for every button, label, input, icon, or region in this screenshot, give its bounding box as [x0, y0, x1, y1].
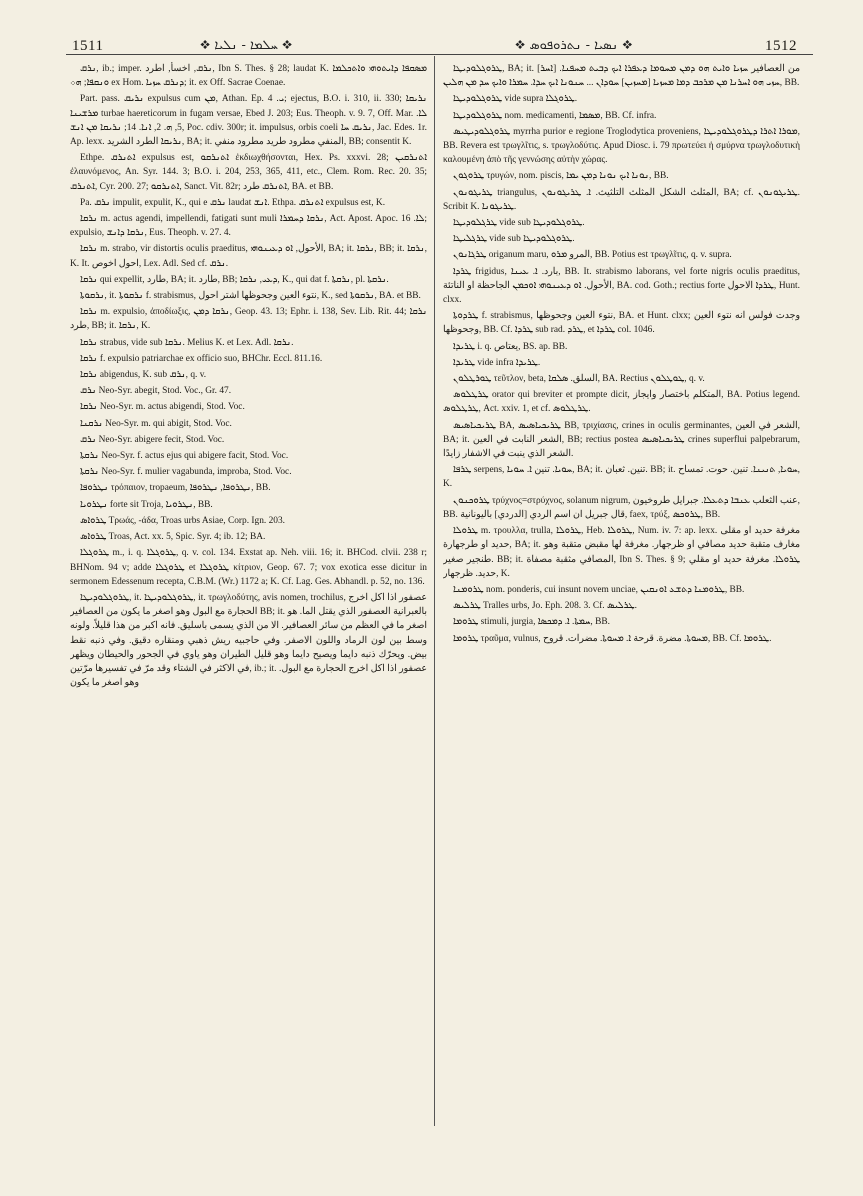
dictionary-entry: ܢܪܩܐ m. strabo, vir distortis oculis praeditus, الأحول, ܐܘ ܕܥܝܢܘܗܝ, BA; it. ܢܪܩܐ, BB; it. ܢܪܩܐ, K. It. احول اخوص, Lex. Adl. Sed cf. ܢܪܩ. [70, 244, 427, 269]
dictionary-entry: ܢܪܩ Neo-Syr. abigere fecit, Stod. Voc. [80, 434, 225, 445]
dictionary-entry: ܛܪܠܝܣ Tralles urbs, Jo. Eph. 208. 3. Cf. ܛܪܠܝܣ. [453, 601, 637, 612]
page-header [0, 24, 863, 54]
dictionary-entry: ܛܪܘܡܢܐ nom. ponderis, cui insunt novem unciae, ܛܪܘܡܢܐ ܕܬܫܥ ܐܘܢܩܝܢ, BB. [453, 584, 745, 595]
dictionary-entry: ܛܪܘܓܠܘܕܝܛܝܣ myrrha purior e regione Troglodytica proveniens, ܡܘܪܐ ܐܬܪܐ ܕܛܪܘܓܠܘܕܝܛܐ, BB. Revera est τρωγλῖτις, s. τρωγλοδύτις. Apud Diosc. i. 79 πρωτεύει ἡ σμύρνα τρωγλοδυτικὴ καλουμένη ἀπὸ τῆς γεννώσης αὐτὴν χώρας. [443, 126, 800, 166]
column-divider [434, 56, 435, 1126]
dictionary-entry: ܛܪܘܓܘܢ τρυγών, nom. piscis, ܢܘܢܐ ܐܝܟ ܢܘܢܐ ܕܡܢ ܝܡܐ, BB. [453, 171, 669, 182]
dictionary-entry: ܢܪܩܐ m. actus agendi, impellendi, fatigati sunt muli ܢܪܩܐ ܕܚܡܪܐ, Act. Apost. Apoc. ܠܐ. 16; expulsio, ܢܪܩܐ ܕܐܢܫ, Eus. Theoph. v. 27. 4. [70, 214, 427, 239]
dictionary-entry: ܛܪܝܕܐ i. q. يعتاص, BS. ap. BB. [453, 341, 568, 352]
header-rule [66, 54, 813, 55]
dictionary-entry: ܛܪܦܐ serpens, ܚܘܝܐ. تنين ܐ. ܚܘܝܐ, BA; it. تنين. ثعبان. BB; it. ܚܘܝܐ, ܬܢܝܢܐ. تنين. حوت. تمساح, K. [443, 465, 800, 490]
dictionary-entry: ܢܪܩܢܐ Neo-Syr. m. qui abigit, Stod. Voc. [80, 418, 232, 429]
dictionary-entry: ܢܪܩܐ abigendus, K. sub ܢܪܩ, q. v. [80, 370, 207, 381]
dictionary-entry: ܢܛܪܘܦܐ τρόπαιον, tropaeum, ܢܛܪܘܦܐ, ܢܛܪܘܦܐ, BB. [80, 483, 271, 494]
dictionary-entry: ܛܪܓܐܢܘܢ origanum maru, المرو ܡܪܘ, BB. Potius est τρωγλῖτις, q. v. supra. [453, 250, 732, 261]
dictionary-entry: ܛܪܘܠܐ m. τρουλλα, trulla, ܛܪܘܠܐ, Heb. ܛܪܘܠܐ, Num. iv. 7: ap. lexx. مغرفة حديد او مقلى حديد او طرجهارة, BA; it. مغارف متقبة حديد مصافي او ظرجهار. مغرفة لها مقبض متقبة وهو طنجير صغير. BB; it. المصافي مثقبة مصفاة, Ibn S. Thes. § 9; ܛܪܘܠܐ. مغرفة حديد او مقلي حديد. ظرجهار, K. [443, 526, 800, 579]
dictionary-entry: ܛܪܕܐ frigidus, بارد. ܐ. ܥܝܢܐ, BB. It. strabismo laborans, vel forte nigris oculis praeditus, الأحول. ܐܘ ܕܥܝܢܘܗܝ ܐܘܟܡܢ الجاحظة او الناتئة, BA. cod. Goth.; rectius forte ܛܪܕܐ الاحول, Hunt. clxx. [443, 266, 800, 306]
dictionary-entry: ܛܪܝܟܝܐܣܝܣ BA, ܛܪܝܟܝܐܣܝܣ BB, τριχίασις, crines in oculis germinantes, الشعر في العين, BA; it. الشعر النابت في العين, BB; rectius postea ܛܪܝܟܝܐܣܝܣ crines superflui palpebrarum, الشعر الذي ينبت في الاشفار زايدًا. [443, 420, 800, 460]
dictionary-entry: ܢܪܩ, ib.; imper. ܢܪܩ, اخسأ, اطرد, Ibn S. Thes. § 28; laudat K. ܡܣܩܦܐ ܕܐܝܬܘܗܝ ܘܐܬܟܠܡܐ ܘܢܩܦܐ; ܗ܀ ex Hom. ܕܢܪܩ ܚܙܝܐ; it. ex Off. Sacrae Coenae. [70, 64, 427, 89]
dictionary-entry: Pa. ܢܪܩ impulit, expulit, K., qui e ܢܪܩ laudat ܐܢܫ. Ethpa. ܐܬܢܪܩ expulsus est, K. [80, 197, 386, 208]
dictionary-entry: ܢܪܩܘܬܐ, it. ܢܪܩܘܬܐ f. strabismus, نتوء العين وجحوظها اشتر احول, K., sed ܢܪܩܘܬܐ, BA. et BB. [80, 291, 421, 302]
dictionary-entry: ܢܪܩܐ f. expulsio patriarchae ex officio suo, BHChr. Eccl. 811.16. [80, 353, 323, 364]
dictionary-entry: ܢܪܩܐ m. expulsio, ἀποδίωξις, ܢܪܩܐ ܕܡܢ, Geop. 43. 13; Ephr. i. 138, Sev. Lib. Rit. 44; ܢܪܩܐ طرد, BB; it. ܢܪܩܐ, K. [70, 307, 427, 332]
dictionary-entry: ܢܛܪܘܝܐ forte sit Troja, ܢܛܪܘܝܐ, BB. [80, 499, 213, 510]
dictionary-entry: ܛܪܘܡܐ stimuli, jurgia, ܚܡܬܐ. ܐ. ܕܡܟܣܐ, BB. [453, 617, 610, 628]
dictionary-entry: ܢܪܩ Neo-Syr. abegit, Stod. Voc., Gr. 47. [80, 386, 232, 397]
dictionary-entry: ܛܪܕܘܬܐ f. strabismus, نتوء العين وجحوظها, BA. et Hunt. clxx; وجدت فولس انه نتوء العين وجحوظها, BB. Cf. ܛܪܕܐ sub rad. ܛܪܕ, et ܛܪܕܐ col. 1046. [443, 311, 800, 336]
dictionary-entry: ܢܪܩܐ Neo-Syr. m. actus abigendi, Stod. Voc. [80, 402, 245, 413]
dictionary-entry: ܛܪܘܓܠܘܕܝܛܐ, BA; it. [ܐܚܪ] من العصافير ܚܙܝܐ ܘܐܝܬ ܗܘ ܕܡܢ ܡܚܘܡܐ ܕܥܦܪܐ ܐܝܟ ܕܒܝܬ ܡܚܦܢܐ. ܚܙܝ ܗܘ ܐܚܪܢܐ ܡܢ ܡܪܟܒ ܕܡܐ ܡܚܙܝܐ [ܡܚܙܝܢ] ܚܘܕܐܢ ... ܚܢܘܢܐ ܐܝܟ ܚܕܐ. ܚܡܪܐ ܘܐܝܟ ܚܕ ܡܢ ܗܠܝܢ, BB. [443, 64, 800, 89]
right-column [443, 62, 800, 1152]
dictionary-entry: ܛܪܘܐܣ Troas, Act. xx. 5, Spic. Syr. 4; ib. 12; BA. [80, 532, 266, 543]
dictionary-entry: ܛܪܛܠܘܣ orator qui breviter et prompte dicit, المتكلم باختصار وايجاز, BA. Potius legend. ܛܪܛܠܘܣ, Act. xxiv. 1, et cf. ܛܪܛܠܘܣ. [443, 390, 800, 415]
dictionary-entry: ܛܪܘܡܐ τραῦμα, vulnus, ܡܚܘܬܐ. مضرة. قرحة ܐ. ܡܚܘܬܐ. مضرات. قروح, BB. Cf. ܛܪܘܡܐ. [453, 633, 772, 644]
dictionary-entry: Ethpe. ܐܬܢܪܩ expulsus est, ܐܬܢܪܩܘ ἐκδιωχθήσονται, Hex. Ps. xxxvi. 28; ܐܬܢܪܩܝܢ ἐλαυνόμενος, An. Syr. 144. 3; B.O. i. 204, 253, 365, 411, etc., Clem. Rom. Rec. 20. 35; ܐܬܢܪܩ, Cyr. 200. 27; ܐܬܢܪܩܘ, Sanct. Vit. 82r; ܐܬܢܪܩ طرد, BA. et BB. [70, 153, 427, 192]
dictionary-entry: ܛܘܪܛܠܘܢ τεῦτλον, beta, السلق. ܣܠܩܐ, BA. Rectius ܛܘܛܠܘܢ, q. v. [453, 374, 705, 385]
dictionary-entry: ܛܪܝܕܐ vide infra ܛܪܝܕܐ. [453, 357, 541, 368]
dictionary-entry: ܢܪܩܐ strabus, vide sub ܢܪܩܐ. Melius K. et Lex. Adl. ܢܪܩܐ. [80, 337, 294, 348]
dictionary-entry: ܛܪܘܓܠܐ m., i. q. ܛܪܘܓܠܐ, q. v. col. 134. Exstat ap. Neh. viii. 16; it. BHCod. clvii. 238 r; BHNom. 94 v; adde ܛܪܘܓܠܐ et ܛܪܘܓܠܐ κίτριον, Geop. 67. 7; vox exotica esse dicitur in sermonem Edessenum recepta, C.B.M. (Wr.) 1172 a; K. Cf. Lag. Ges. Abhandl. p. 52, no. 136. [70, 548, 427, 587]
dictionary-entry: ܛܪܘܓܠܘܕܝܛܐ, it. ܛܪܘܓܠܘܕܝܛܐ, it. τρωγλοδύτης, avis nomen, trochilus, عصفور اذا اكل اخرج الحجارة مع البول وهو اصغر ما يكون من العصافير BB; it. بالعبرانية العصفور الذي يقتل الما. هو اصغر ما في العظم من سائر العصافير. الا من الذي يسمى باسليق. فانه اكبر من هذا قليلاً. ولونه وسط بين لون الرماد واللون الاصفر. وفي حاجبيه ريش ذهبي ومنقاره دقيق. وفي ذنبه نقط بيض. ويحرّك ذنبه دايما ويصيح دايما وهو قليل الطيران وهو ياوي في الجحور والحيطان ويظهر في الاكثر في الشتاء وقد مرّ في تفسيرها مرّتين, ib.; it. عصفور اذا اكل اخرج الحجارة مع البول. وهو اصغر ما يكون [70, 592, 427, 689]
dictionary-entry: ܛܪܘܓܠܘܕܝܛܐ vide supra ܛܪܘܓܠܐ. [453, 94, 578, 105]
dictionary-entry: ܛܪܝܓܘܢܘܢ triangulus, المثلث الشكل المثلث التلثيث. ܐ. ܛܪܝܓܘܢܘܢ, BA; cf. ܛܪܝܓܘܢܘܢ. Scribit K. ܛܪܝܓܘܢܐ. [443, 187, 800, 212]
dictionary-entry: ܛܪܓܠܘܕܝܛܐ vide sub ܛܪܘܓܠܘܕܝܛܐ. [453, 218, 585, 229]
dictionary-entry: ܛܪܘܟܢܘܢ τρύχνος=στρύχνος, solanum nigrum, عنب الثعلب ܥܢܒܐ ܕܬܥܠܐ. جبرايل طروخيون, BB. قال جبريل ان اسم الردي [الدردي] باليونانية, faex, τρύξ, ܛܪܘܟܣ, BB. [443, 495, 800, 520]
right-running-head: ❖ ܢܣܝܐ - ܢܬܪܘܦܘܣ ❖ [515, 38, 633, 53]
dictionary-entry: Part. pass. ܢܪܝܩ expulsus cum ܡܢ, Athan. Ep. ܝ. 4; ejectus, B.O. i. 310, ii. 330; ܢܪܝܩܐ ܡܪܫܝܢܐ turbae haereticorum in fugam versae, Ebed J. 203; Eus. Theoph. v. 9. 7, Off. Mar. ܠܐ. 5, ܗ. 2, ܐܢܐ. 14; ܢܪܝܩܐ ܡܢ ܐܢܫ, Poc. cdiv. 300r; it. impulsus, orbis coeli ܢܪܝܩ ܚܐ, Jac. Edes. 1r. Ap. lexx. ܢܪܝܩܐ الطرد الشريد, BA; it. المنفي مطرود طريد مطرود منفي, BB; consentit K. [70, 94, 427, 148]
left-running-head: ❖ ܚܠܡܐ - ܢܠܝܐ ❖ [200, 38, 293, 53]
dictionary-entry: ܢܪܩܬܐ Neo-Syr. f. actus ejus qui abigere facit, Stod. Voc. [80, 451, 289, 462]
dictionary-entry: ܢܪܩܐ qui expellit, طارد, BA; it. طارد, BB; ܕܥܝ, ܢܪܩܐ, K., qui dat f. ܢܪܩܬܐ, pl. ܢܪܩܬܐ. [80, 274, 389, 285]
right-page-number: 1512 [765, 38, 797, 54]
dictionary-entry: ܛܪܓܠܝܛܐ vide sub ܛܪܘܓܠܘܕܝܛܐ. [453, 234, 575, 245]
dictionary-entry: ܢܪܩܬܐ Neo-Syr. f. mulier vagabunda, improba, Stod. Voc. [80, 467, 292, 478]
left-column [70, 62, 427, 1152]
dictionary-entry: ܛܪܘܐܣ Τρωάς, -άδα, Troas urbs Asiae, Corp. Ign. 203. [80, 515, 285, 526]
dictionary-entry: ܛܪܘܓܠܘܕܝܛܐ nom. medicamenti, ܡܣܡܐ, BB. Cf. infra. [453, 110, 657, 121]
left-page-number: 1511 [72, 38, 104, 54]
